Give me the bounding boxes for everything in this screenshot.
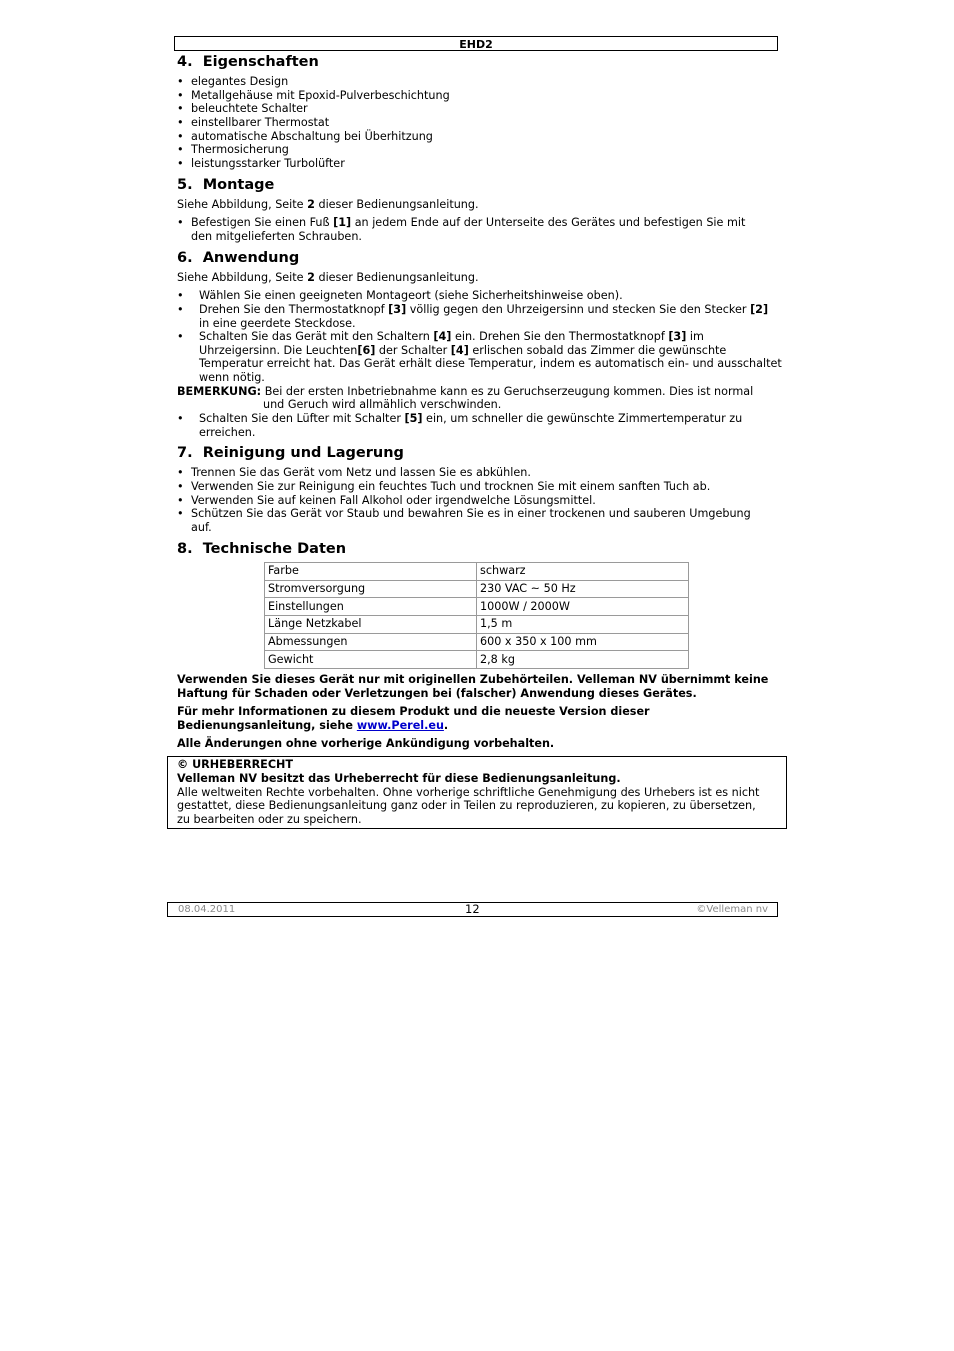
section-6-bullet-3-line-1: Schalten Sie das Gerät mit den Schaltern [4] ein. Drehen Sie den Thermostatknopf [3] im (199, 330, 704, 343)
table-row (265, 651, 689, 669)
notice-2-line-2: Bedienungsanleitung, siehe www.Perel.eu. (177, 719, 449, 732)
spec-label: Farbe (265, 563, 477, 581)
table-row (265, 580, 689, 598)
section-5-intro: Siehe Abbildung, Seite 2 dieser Bedienungsanleitung. (177, 198, 479, 211)
section-8-heading: 8. Technische Daten (177, 541, 347, 557)
section-7-bullet-4-line-2: auf. (191, 521, 212, 534)
notice-3: Alle Änderungen ohne vorherige Ankündigung vorbehalten. (177, 737, 555, 750)
bullet-dot: • (177, 480, 184, 493)
section-6-heading: 6. Anwendung (177, 250, 300, 266)
copyright-title: © URHEBERRECHT (177, 758, 294, 771)
bullet-dot: • (177, 102, 184, 115)
note-label: BEMERKUNG: (177, 385, 262, 398)
notice-1-line-2: Haftung für Schaden oder Verletzungen bei (falscher) Anwendung dieses Gerätes. (177, 687, 697, 700)
spec-value: schwarz (477, 563, 689, 581)
spec-label: Einstellungen (265, 598, 477, 616)
copyright-line-1: Alle weltweiten Rechte vorbehalten. Ohne vorherige schriftliche Genehmigung des Urhebers ist es nicht (177, 786, 760, 799)
spec-value: 600 x 350 x 100 mm (477, 633, 689, 651)
bullet-dot: • (177, 130, 184, 143)
section-6-bullet-3-line-2: Uhrzeigersinn. Die Leuchten[6] der Schalter [4] erlischen sobald das Zimmer die gewünschte (199, 344, 727, 357)
bullet-dot: • (177, 289, 184, 302)
section-7-bullet-2: Verwenden Sie zur Reinigung ein feuchtes Tuch und trocknen Sie mit einem sanften Tuch ab. (191, 480, 711, 493)
section-6-bullet-4-line-2: erreichen. (199, 426, 256, 439)
section-6-intro: Siehe Abbildung, Seite 2 dieser Bedienungsanleitung. (177, 271, 479, 284)
section-7-bullet-3: Verwenden Sie auf keinen Fall Alkohol oder irgendwelche Lösungsmittel. (191, 494, 596, 507)
spec-value: 1,5 m (477, 616, 689, 634)
footer-brand: ©Velleman nv (696, 904, 768, 915)
note-line-1: BEMERKUNG: Bei der ersten Inbetriebnahme kann es zu Geruchserzeugung kommen. Dies ist normal (177, 385, 754, 398)
bullet-dot: • (177, 143, 184, 156)
feature-item: einstellbarer Thermostat (191, 116, 330, 129)
section-7-heading: 7. Reinigung und Lagerung (177, 445, 404, 461)
feature-item: leistungsstarker Turbolüfter (191, 157, 345, 170)
section-7-bullet-4-line-1: Schützen Sie das Gerät vor Staub und bewahren Sie es in einer trockenen und sauberen Umgebung (191, 507, 751, 520)
section-6-bullet-1: Wählen Sie einen geeigneten Montageort (siehe Sicherheitshinweise oben). (199, 289, 623, 302)
spec-label: Abmessungen (265, 633, 477, 651)
notice-2-line-1: Für mehr Informationen zu diesem Produkt und die neueste Version dieser (177, 705, 650, 718)
note-line-2: und Geruch wird allmählich verschwinden. (263, 398, 502, 411)
section-4-heading: 4. Eigenschaften (177, 54, 319, 70)
copyright-line-2: gestattet, diese Bedienungsanleitung ganz oder in Teilen zu reproduzieren, zu kopieren, zu übersetzen, (177, 799, 756, 812)
bullet-dot: • (177, 412, 184, 425)
section-6-bullet-2-line-2: in eine geerdete Steckdose. (199, 317, 356, 330)
model-name: EHD2 (459, 38, 493, 51)
section-6-bullet-4-line-1: Schalten Sie den Lüfter mit Schalter [5] ein, um schneller die gewünschte Zimmertemperatur zu (199, 412, 743, 425)
feature-item: elegantes Design (191, 75, 289, 88)
document-header (174, 36, 778, 51)
bullet-dot: • (177, 116, 184, 129)
spec-label: Gewicht (265, 651, 477, 669)
spec-table (264, 562, 689, 669)
spec-value: 2,8 kg (477, 651, 689, 669)
bullet-dot: • (177, 303, 184, 316)
table-row (265, 598, 689, 616)
section-6-bullet-2-line-1: Drehen Sie den Thermostatknopf [3] völlig gegen den Uhrzeigersinn und stecken Sie den Stecker [2] (199, 303, 769, 316)
feature-item: beleuchtete Schalter (191, 102, 308, 115)
page-number: 12 (465, 902, 480, 916)
bullet-dot: • (177, 216, 184, 229)
bullet-dot: • (177, 75, 184, 88)
spec-value: 1000W / 2000W (477, 598, 689, 616)
bullet-dot: • (177, 157, 184, 170)
table-row (265, 616, 689, 634)
section-5-bullet-line-2: den mitgelieferten Schrauben. (191, 230, 362, 243)
bullet-dot: • (177, 330, 184, 343)
section-6-bullet-3-line-4: wenn nötig. (199, 371, 265, 384)
copyright-subtitle: Velleman NV besitzt das Urheberrecht für diese Bedienungsanleitung. (177, 772, 621, 785)
perel-link[interactable]: www.Perel.eu (356, 719, 444, 732)
footer-date: 08.04.2011 (178, 904, 236, 915)
section-5-bullet-line-1: Befestigen Sie einen Fuß [1] an jedem Ende auf der Unterseite des Gerätes und befestigen Sie mit (191, 216, 746, 229)
spec-label: Stromversorgung (265, 580, 477, 598)
copyright-line-3: zu bearbeiten oder zu speichern. (177, 813, 362, 826)
notice-1-line-1: Verwenden Sie dieses Gerät nur mit originellen Zubehörteilen. Velleman NV übernimmt keine (177, 673, 769, 686)
bullet-dot: • (177, 494, 184, 507)
feature-item: Thermosicherung (191, 143, 289, 156)
spec-label: Länge Netzkabel (265, 616, 477, 634)
feature-item: Metallgehäuse mit Epoxid-Pulverbeschichtung (191, 89, 450, 102)
table-row (265, 633, 689, 651)
section-7-bullet-1: Trennen Sie das Gerät vom Netz und lassen Sie es abkühlen. (191, 466, 531, 479)
feature-item: automatische Abschaltung bei Überhitzung (191, 130, 433, 143)
document-footer (167, 902, 778, 917)
spec-value: 230 VAC ~ 50 Hz (477, 580, 689, 598)
section-5-heading: 5. Montage (177, 177, 275, 193)
table-row (265, 563, 689, 581)
bullet-dot: • (177, 89, 184, 102)
bullet-dot: • (177, 466, 184, 479)
section-6-bullet-3-line-3: Temperatur erreicht hat. Das Gerät erhält diese Temperatur, indem es automatisch ein- und ausschaltet (199, 357, 782, 370)
bullet-dot: • (177, 507, 184, 520)
